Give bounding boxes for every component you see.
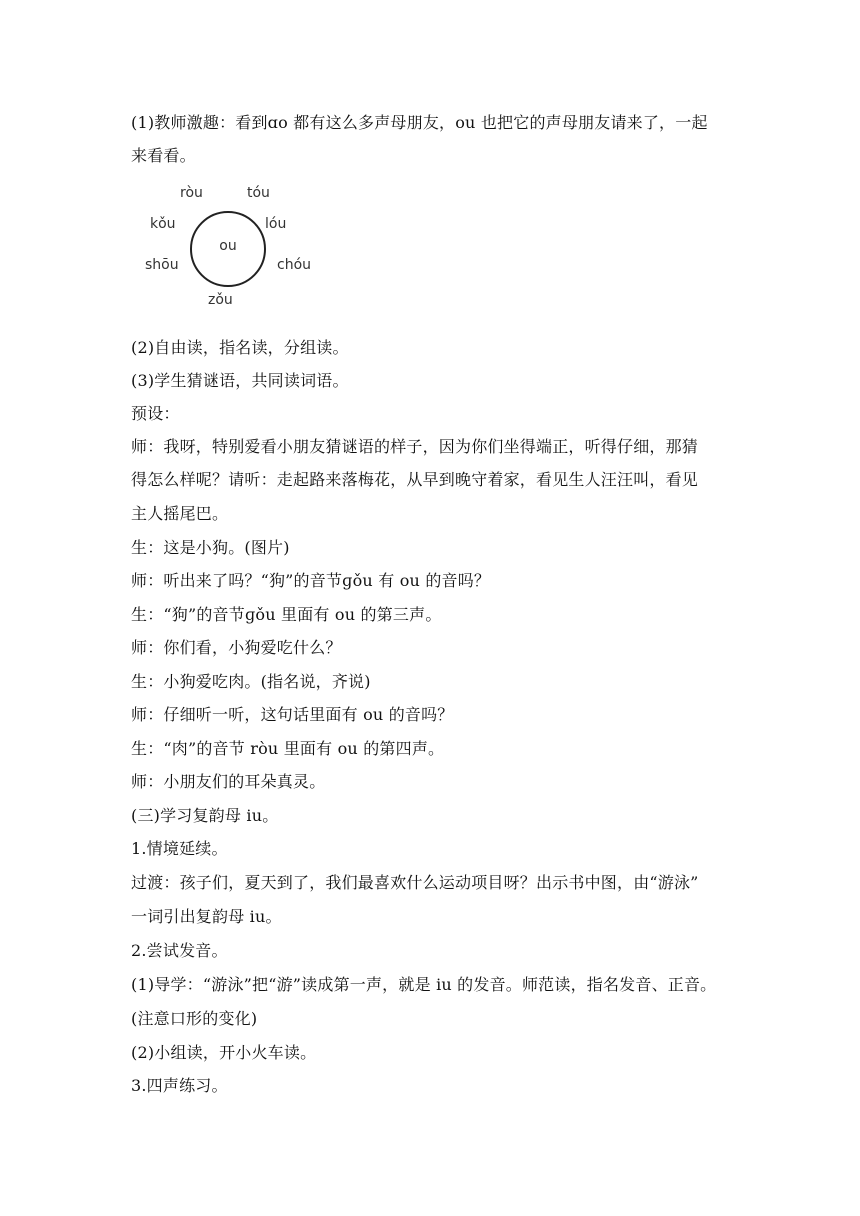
paragraph-intro-line-1: (1)教师激趣：看到ɑo 都有这么多声母朋友，ou 也把它的声母朋友请来了，一起 xyxy=(131,113,708,132)
step-riddle: (3)学生猜谜语，共同读词语。 xyxy=(131,371,349,390)
syllable-kou: kǒu xyxy=(150,216,176,232)
ou-syllable-diagram xyxy=(140,178,330,318)
student-answer-meat: 生：小狗爱吃肉。(指名说，齐说) xyxy=(131,672,371,691)
paragraph-intro-line-2: 来看看。 xyxy=(131,146,196,165)
teacher-riddle-line-1: 师：我呀，特别爱看小朋友猜谜语的样子，因为你们坐得端正，听得仔细，那猜 xyxy=(131,437,699,456)
preset-heading: 预设： xyxy=(131,404,180,423)
teacher-question-listen: 师：仔细听一听，这句话里面有 ou 的音吗？ xyxy=(131,705,454,724)
teacher-praise: 师：小朋友们的耳朵真灵。 xyxy=(131,772,326,791)
group-reading: (2)小组读，开小火车读。 xyxy=(131,1043,317,1062)
syllable-lou: lóu xyxy=(265,216,287,232)
section-heading-iu: (三)学习复韵母 iu。 xyxy=(131,806,279,825)
step-four-tones: 3.四声练习。 xyxy=(131,1076,228,1095)
teacher-riddle-line-2: 得怎么样呢？请听：走起路来落梅花，从早到晚守着家，看见生人汪汪叫，看见 xyxy=(131,470,699,489)
syllable-zou: zǒu xyxy=(208,292,233,308)
teacher-riddle-line-3: 主人摇尾巴。 xyxy=(131,504,229,523)
syllable-chou: chóu xyxy=(277,257,312,273)
diagram-center-label: ou xyxy=(219,238,237,254)
transition-line-2: 一词引出复韵母 iu。 xyxy=(131,907,282,926)
syllable-shou: shōu xyxy=(145,257,179,273)
student-answer-gou: 生：“狗”的音节ɡǒu 里面有 ou 的第三声。 xyxy=(131,605,442,624)
student-answer-dog: 生：这是小狗。(图片) xyxy=(131,538,290,557)
syllable-tou: tóu xyxy=(247,185,270,201)
step-free-reading: (2)自由读，指名读，分组读。 xyxy=(131,338,349,357)
teacher-question-eat: 师：你们看，小狗爱吃什么？ xyxy=(131,638,342,657)
transition-line-1: 过渡：孩子们，夏天到了，我们最喜欢什么运动项目呀？出示书中图，由“游泳” xyxy=(131,873,699,892)
step-context: 1.情境延续。 xyxy=(131,839,228,858)
student-answer-rou: 生：“肉”的音节 ròu 里面有 ou 的第四声。 xyxy=(131,739,445,758)
teacher-question-gou: 师：听出来了吗？“狗”的音节ɡǒu 有 ou 的音吗？ xyxy=(131,571,491,590)
syllable-rou: ròu xyxy=(180,185,203,201)
guide-line-1: (1)导学：“游泳”把“游”读成第一声，就是 iu 的发音。师范读，指名发音、正音。 xyxy=(131,975,717,994)
step-try-pronounce: 2.尝试发音。 xyxy=(131,941,228,960)
guide-line-2: (注意口形的变化) xyxy=(131,1009,258,1028)
